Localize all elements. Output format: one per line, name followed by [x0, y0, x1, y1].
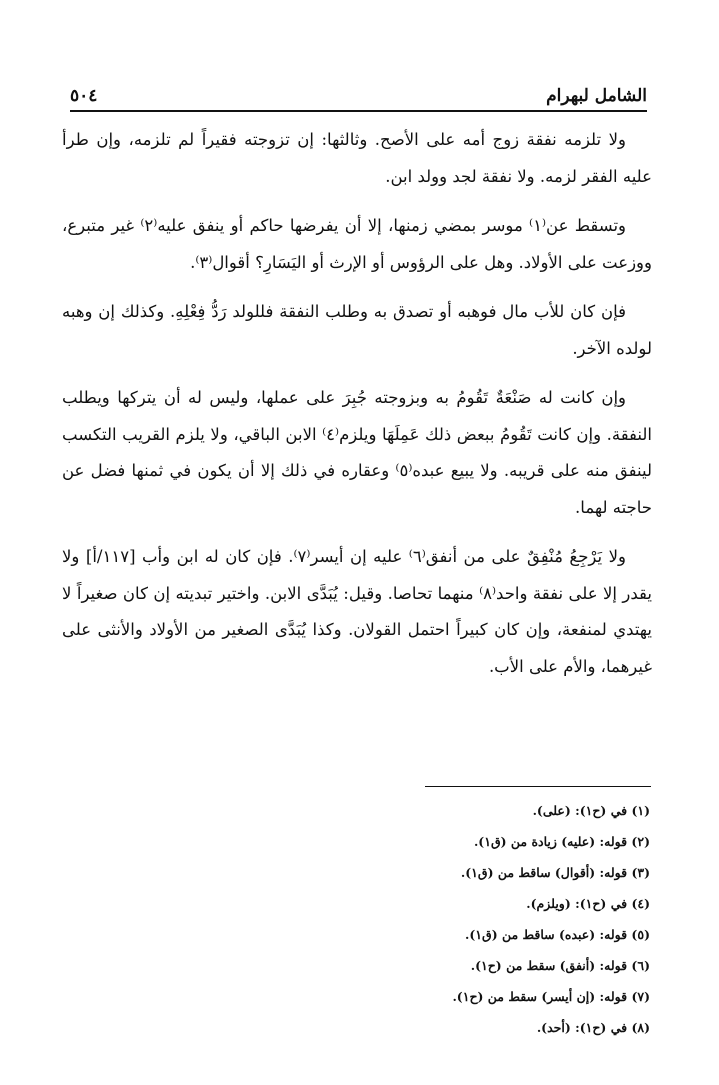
footnote: (٧) قوله: (إن أيسر) سقط من (ح١). [452, 989, 650, 1004]
footnote: (٣) قوله: (أقوال) ساقط من (ق١). [460, 865, 650, 880]
footnote: (٦) قوله: (أنفق) سقط من (ح١). [470, 958, 650, 973]
paragraph: وتسقط عن⁽١⁾ موسر بمضي زمنها، إلا أن يفرضها حاكم أو ينفق عليه⁽٢⁾ غير متبرع، ووزعت على الأولاد. وهل على الرؤوس أو الإرث أو اليَسَارِ؟ أقوال⁽٣⁾. [62, 216, 652, 272]
footnote: (٨) في (ح١): (أحد). [536, 1020, 650, 1035]
footnote: (٢) قوله: (عليه) زيادة من (ق١). [473, 834, 650, 849]
body-text [62, 122, 652, 698]
paragraph: وإن كانت له صَنْعَةٌ تَقُومُ به وبزوجته جُبِرَ على عملها، وليس له أن يتركها ويطلب النفقة. وإن كانت تَقُومُ ببعض ذلك عَمِلَهَا ويلزم⁽٤⁾ الابن الباقي، ولا يلزم القريب التكسب لينفق منه على قريبه. ولا يبيع عبده⁽٥⁾ وعقاره في ذلك إلا أن يكون في ثمنها فضل عن حاجته لهما. [62, 388, 652, 517]
footnote-rule [425, 786, 651, 787]
page-number: ٥٠٤ [70, 86, 98, 106]
running-title: الشامل لبهرام [546, 86, 647, 106]
page-header [70, 72, 647, 106]
footnote: (١) في (ح١): (على). [532, 803, 650, 818]
paragraph: ولا تلزمه نفقة زوج أمه على الأصح. وثالثها: إن تزوجته فقيراً لم تلزمه، وإن طرأ عليه الفقر لزمه. ولا نفقة لجد وولد ابن. [62, 130, 652, 186]
paragraph: ولا يَرْجِعُ مُنْفِقٌ على من أنفق⁽٦⁾ عليه إن أيسر⁽٧⁾. فإن كان له ابن وأب [١١٧/أ] ولا يقدر إلا على نفقة واحد⁽٨⁾ منهما تحاصا. وقيل: يُبَدَّى الابن. واختير تبديته إن كان صغيراً لا يهتدي لمنفعة، وإن كان كبيراً احتمل القولان. وكذا يُبَدَّى الصغير من الأولاد والأنثى على غيرهما، والأم على الأب. [62, 547, 652, 676]
paragraph: فإن كان للأب مال فوهبه أو تصدق به وطلب النفقة فللولد رَدُّ فِعْلِهِ. وكذلك إن وهبه لولده الآخر. [62, 302, 652, 358]
footnotes-list [180, 795, 650, 1043]
footnote: (٤) في (ح١): (ويلزم). [526, 896, 650, 911]
footnote: (٥) قوله: (عبده) ساقط من (ق١). [465, 927, 650, 942]
header-rule [70, 110, 647, 112]
